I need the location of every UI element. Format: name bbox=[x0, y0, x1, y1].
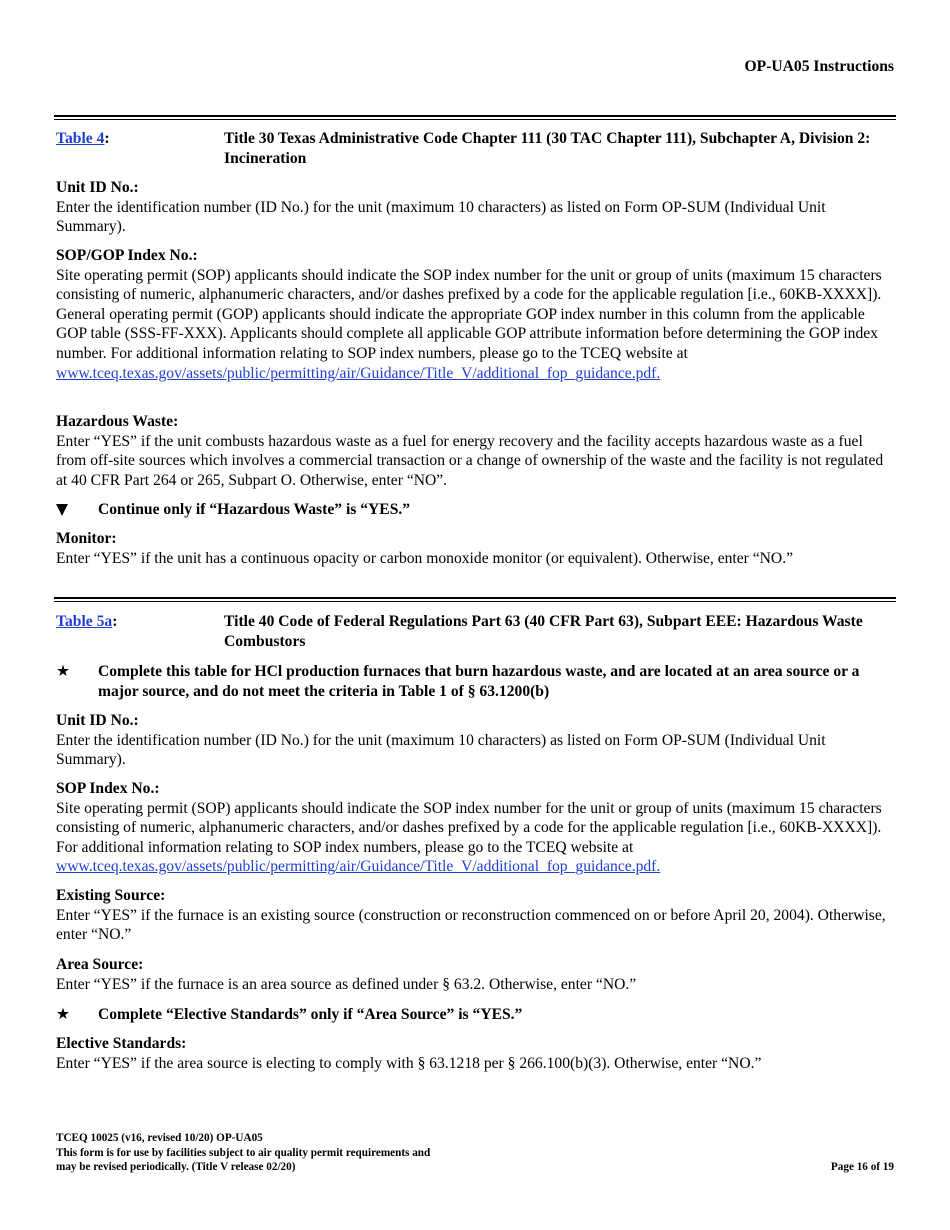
continue-note-text: Continue only if “Hazardous Waste” is “YES.” bbox=[98, 501, 411, 518]
hazardous-waste-label: Hazardous Waste: bbox=[56, 413, 179, 430]
table-5a-title: Title 40 Code of Federal Regulations Part 63 (40 CFR Part 63), Subpart EEE: Hazardous Waste Combustors bbox=[224, 613, 863, 650]
elective-note-text: Complete “Elective Standards” only if “Area Source” is “YES.” bbox=[98, 1006, 523, 1023]
area-source-label: Area Source: bbox=[56, 956, 144, 973]
area-source-text: Enter “YES” if the furnace is an area source as defined under § 63.2. Otherwise, enter “NO.” bbox=[56, 975, 637, 993]
sop-gop-label: SOP/GOP Index No.: bbox=[56, 247, 198, 264]
existing-source-label: Existing Source: bbox=[56, 887, 166, 904]
star-icon: ★ bbox=[56, 662, 70, 680]
unit-id-label: Unit ID No.: bbox=[56, 712, 139, 729]
area-source-section bbox=[56, 955, 896, 994]
existing-source-section bbox=[56, 886, 896, 945]
colon: : bbox=[104, 130, 110, 147]
sop-text: Site operating permit (SOP) applicants should indicate the SOP index number for the unit or group of units (maximum 15 characters consisting of numeric, alphanumeric characters, and/or dashes prefixed by a code for the applicable regulation [i.e., 60KB-XXXX]). For additional information relating to SOP index numbers, please go to the TCEQ website at bbox=[56, 799, 882, 856]
footer-revision: may be revised periodically. (Title V release 02/20) bbox=[56, 1161, 296, 1174]
table-4-heading bbox=[56, 129, 110, 149]
continue-note bbox=[56, 500, 896, 520]
unit-id-text: Enter the identification number (ID No.) for the unit (maximum 10 characters) as listed on Form OP-SUM (Individual Unit Summary). bbox=[56, 731, 826, 769]
hazardous-waste-section bbox=[56, 412, 896, 490]
footer-form-id: TCEQ 10025 (v16, revised 10/20) OP-UA05 bbox=[56, 1132, 263, 1144]
elective-standards-text: Enter “YES” if the area source is electing to comply with § 63.1218 per § 266.100(b)(3). Otherwise, enter “NO.” bbox=[56, 1054, 762, 1072]
tceq-guidance-link[interactable]: www.tceq.texas.gov/assets/public/permitting/air/Guidance/Title_V/additional_fop_guidance.pdf. bbox=[56, 858, 661, 876]
down-triangle-icon: ▼ bbox=[56, 500, 68, 518]
elective-standards-section bbox=[56, 1034, 896, 1073]
table-5a-heading bbox=[56, 612, 117, 632]
complete-table-note-text: Complete this table for HCl production furnaces that burn hazardous waste, and are located at an area source or a major source, and do not meet the criteria in Table 1 of § 63.1200(b) bbox=[98, 663, 860, 700]
sop-section bbox=[56, 779, 896, 877]
sop-label: SOP Index No.: bbox=[56, 780, 160, 797]
hazardous-waste-text: Enter “YES” if the unit combusts hazardous waste as a fuel for energy recovery and the facility accepts hazardous waste as a fuel from off-site sources which involves a commercial transaction or a change of ownership of the waste and the facility is not regulated at 40 CFR Part 264 or 265, Subpart O. Otherwise, enter “NO”. bbox=[56, 432, 884, 489]
table-5a-link[interactable]: Table 5a bbox=[56, 613, 113, 630]
sop-gop-text: Site operating permit (SOP) applicants should indicate the SOP index number for the unit or group of units (maximum 15 characters consisting of numeric, alphanumeric characters, and/or dashes prefixed by a code for the applicable regulation [i.e., 60KB-XXXX]). General operating permit (GOP) applicants should indicate the appropriate GOP index number in this column from the applicable GOP table (SSS-FF-XXX). Applicants should complete all applicable GOP attribute information before determining the GOP index number. For additional information relating to SOP index numbers, please go to the TCEQ website at bbox=[56, 266, 882, 362]
sop-gop-section bbox=[56, 246, 896, 383]
existing-source-text: Enter “YES” if the furnace is an existing source (construction or reconstruction commenced on or before April 20, 2004). Otherwise, enter “NO.” bbox=[56, 906, 886, 944]
divider bbox=[54, 597, 896, 602]
footer-notice: This form is for use by facilities subject to air quality permit requirements and bbox=[56, 1146, 431, 1159]
elective-note bbox=[56, 1005, 896, 1025]
footer bbox=[56, 1131, 430, 1175]
unit-id-section-5a bbox=[56, 711, 896, 770]
monitor-section bbox=[56, 529, 896, 568]
colon: : bbox=[112, 613, 118, 630]
unit-id-label: Unit ID No.: bbox=[56, 179, 139, 196]
tceq-guidance-link[interactable]: www.tceq.texas.gov/assets/public/permitting/air/Guidance/Title_V/additional_fop_guidance.pdf. bbox=[56, 364, 661, 382]
star-icon: ★ bbox=[56, 1005, 70, 1023]
unit-id-section bbox=[56, 178, 896, 237]
elective-standards-label: Elective Standards: bbox=[56, 1035, 187, 1052]
header-title: OP-UA05 Instructions bbox=[744, 58, 894, 75]
monitor-text: Enter “YES” if the unit has a continuous opacity or carbon monoxide monitor (or equivalent). Otherwise, enter “NO.” bbox=[56, 549, 794, 567]
page-number: Page 16 of 19 bbox=[830, 1161, 894, 1173]
complete-table-note bbox=[56, 662, 896, 701]
table-4-link[interactable]: Table 4 bbox=[56, 130, 105, 147]
table-4-title: Title 30 Texas Administrative Code Chapter 111 (30 TAC Chapter 111), Subchapter A, Division 2: Incineration bbox=[224, 130, 871, 167]
unit-id-text: Enter the identification number (ID No.) for the unit (maximum 10 characters) as listed on Form OP-SUM (Individual Unit Summary). bbox=[56, 198, 826, 236]
divider bbox=[54, 115, 896, 120]
monitor-label: Monitor: bbox=[56, 530, 117, 547]
